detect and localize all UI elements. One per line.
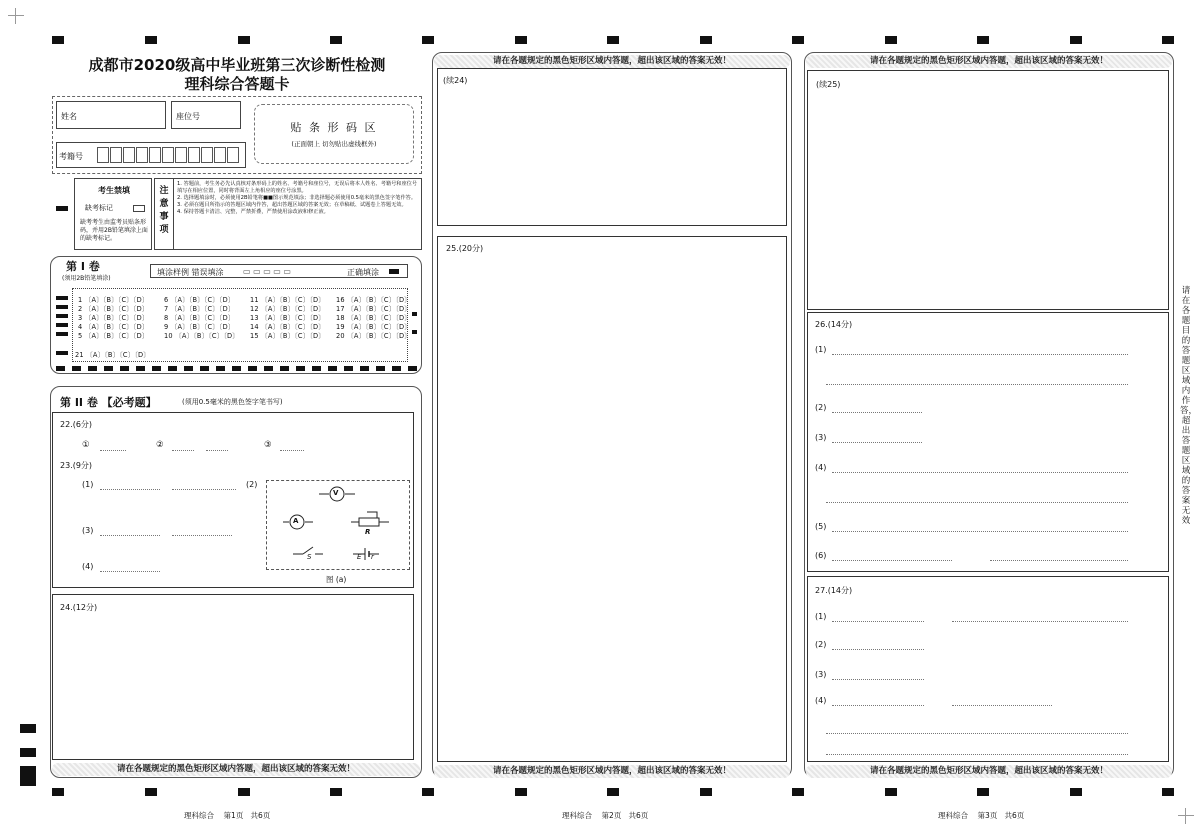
q27-item-label: (4) — [815, 696, 827, 705]
notice-item: 4. 保持答题卡清洁、完整，严禁折叠，严禁使用涂改液和修正液。 — [177, 209, 329, 215]
q22-blank-label: ③ — [264, 440, 272, 450]
q26-item-label: (3) — [815, 433, 827, 442]
warning-band: 请在各题规定的黑色矩形区域内答题，超出该区域的答案无效！ — [806, 55, 1172, 68]
notice-box: 注意事项 1. 答题前，考生务必先认真核对条形码上的姓名、考籍号和座位号，无误后将本人姓名、考籍号和座位号填写在相应位置，同时将背面左上角相应的座位号涂黑。 2. 选择题填涂时，必须使用2B铅笔将■■图示规范填涂；非选择题必须使用0.5毫米的黑色签字笔作答。 3. 必须在题目所指示的答题区域内作答，超出答题区域的答案无效；在草稿纸、试题卷上答题无效。 4. 保持答题卡清洁、完整，严禁折叠，严禁使用涂改液和修正液。 — [154, 178, 422, 250]
q26-item-label: (2) — [815, 403, 827, 412]
notice-item: 2. 选择题填涂时，必须使用2B铅笔将■■图示规范填涂；非选择题必须使用0.5毫米的黑色签字笔作答。 — [177, 195, 417, 201]
crosshair-icon — [1178, 808, 1194, 824]
q23-item-label: (4) — [82, 562, 94, 571]
card-title: 成都市2020级高中毕业班第三次诊断性检测 — [88, 56, 386, 74]
absent-box: 考生禁填 缺考标记 缺考考生由监考员贴条形码，并用2B铅笔填涂上面的缺考标记。 — [74, 178, 152, 250]
warning-band: 请在各题规定的黑色矩形区域内答题，超出该区域的答案无效！ — [806, 765, 1172, 778]
notice-item: 3. 必须在题目所指示的答题区域内作答，超出答题区域的答案无效；在草稿纸、试题卷上答题无效。 — [177, 202, 407, 208]
switch-label: S — [307, 553, 312, 561]
crosshair-icon — [8, 8, 24, 24]
side-warning: 请在各题目的答题区域内作答，超出答题区域的答案无效 — [1180, 286, 1198, 526]
exam-number-field[interactable]: 考籍号 — [56, 142, 246, 168]
q22-blank-label: ② — [156, 440, 164, 450]
rheostat-label: R — [365, 528, 371, 536]
q27-item-label: (3) — [815, 670, 827, 679]
answer-area-q25[interactable]: 25.(20分) — [437, 236, 787, 762]
page-footer: 理科综合 第3页 共6页 — [938, 811, 1025, 820]
q22-label: 22.(6分) — [60, 420, 93, 429]
q23-item-label: (1) — [82, 480, 94, 489]
fill-example: 填涂样例 错误填涂 ▭ ▭ ▭ ▭ ▭ 正确填涂 — [150, 264, 408, 278]
emf-label: E — [357, 553, 362, 561]
q26-label: 26.(14分) — [815, 320, 853, 329]
circuit-figure — [266, 480, 410, 570]
name-field[interactable]: 姓名 — [56, 101, 166, 129]
q23-label: 23.(9分) — [60, 461, 93, 470]
q27-item-label: (1) — [815, 612, 827, 621]
internal-resistance-label: r — [371, 553, 374, 561]
page-footer: 理科综合 第1页 共6页 — [184, 811, 271, 820]
q26-item-label: (6) — [815, 551, 827, 560]
notice-item: 1. 答题前，考生务必先认真核对条形码上的姓名、考籍号和座位号，无误后将本人姓名、考籍号和座位号填写在相应位置，同时将背面左上角相应的座位号涂黑。 — [177, 181, 418, 194]
voltmeter-label: V — [333, 489, 339, 497]
answer-area-q24[interactable]: 24.(12分) — [52, 594, 414, 760]
q23-item-label: (3) — [82, 526, 94, 535]
warning-band: 请在各题规定的黑色矩形区域内答题，超出该区域的答案无效！ — [52, 763, 420, 776]
part2-title: 第 II 卷 【必考题】 — [60, 396, 157, 409]
q26-item-label: (4) — [815, 463, 827, 472]
answer-area-q25-cont[interactable]: (续25) — [807, 70, 1169, 310]
q23-item-label: (2) — [246, 480, 258, 489]
q27-label: 27.(14分) — [815, 586, 853, 595]
absent-mark-checkbox[interactable] — [133, 205, 145, 212]
answer-area-q27[interactable] — [807, 576, 1169, 762]
q22-blank-label: ① — [82, 440, 90, 450]
answer-area-q24-cont[interactable]: (续24) — [437, 68, 787, 226]
seat-field[interactable]: 座位号 — [171, 101, 241, 129]
timing-strip — [56, 366, 418, 371]
ammeter-label: A — [293, 517, 299, 525]
figure-caption: 图 (a) — [326, 575, 347, 584]
part1-subtitle: (须用2B铅笔填涂) — [62, 275, 111, 282]
q26-item-label: (1) — [815, 345, 827, 354]
warning-band: 请在各题规定的黑色矩形区域内答题，超出该区域的答案无效！ — [434, 765, 790, 778]
q26-item-label: (5) — [815, 522, 827, 531]
part1-title: 第 I 卷 — [66, 260, 100, 273]
q27-item-label: (2) — [815, 640, 827, 649]
barcode-area: 贴 条 形 码 区 (正面朝上 切勿贴出虚线框外) — [254, 104, 414, 164]
card-subtitle: 理科综合答题卡 — [184, 75, 290, 93]
warning-band: 请在各题规定的黑色矩形区域内答题，超出该区域的答案无效！ — [434, 55, 790, 68]
part2-note: (须用0.5毫米的黑色签字笔书写) — [182, 398, 283, 406]
page-footer: 理科综合 第2页 共6页 — [562, 811, 649, 820]
